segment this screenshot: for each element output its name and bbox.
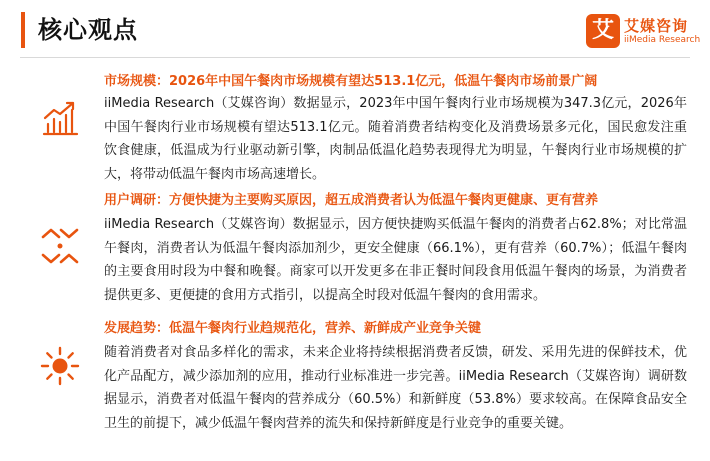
page-title: 核心观点 bbox=[38, 16, 138, 44]
header-divider bbox=[20, 57, 690, 58]
logo-name-en: iiMedia Research bbox=[624, 35, 701, 45]
brand-logo bbox=[586, 9, 706, 53]
logo-name-cn: 艾媒咨询 bbox=[624, 17, 689, 35]
title-accent-bar bbox=[21, 12, 25, 48]
section-heading: 市场规模：2026年中国午餐肉市场规模有望达513.1亿元，低温午餐肉市场前景广阔 bbox=[104, 74, 598, 89]
focus-target-icon bbox=[40, 226, 80, 266]
section-heading: 发展趋势：低温午餐肉行业趋规范化，营养、新鲜成产业竞争关键 bbox=[104, 321, 482, 336]
iimedia-logo-icon bbox=[586, 14, 620, 48]
section-body: 随着消费者对食品多样化的需求，未来企业将持续根据消费者反馈，研发、采用先进的保鲜技术，优化产品配方，减少添加剂的应用，推动行业标准进一步完善。iiMedia Research（艾媒咨询）调研数据显示，消费者对低温午餐肉的营养成分（60.5%）和新鲜度（53.8%）要求较高。在保障食品安全卫生的前提下，减少低温午餐肉营养的流失和保持新鲜度是行业竞争的重要关键。 bbox=[104, 345, 687, 431]
section-heading: 用户调研：方便快捷为主要购买原因，超五成消费者认为低温午餐肉更健康、更有营养 bbox=[104, 193, 599, 208]
sun-rays-icon bbox=[40, 346, 80, 386]
section-body: iiMedia Research（艾媒咨询）数据显示，2023年中国午餐肉行业市场规模为347.3亿元，2026年中国午餐肉行业市场规模有望达513.1亿元。随着消费者结构变化及消费场景多元化，国民愈发注重饮食健康，低温成为行业驱动新引擎，肉制品低温化趋势表现得尤为明显，午餐肉行业市场规模的扩大，将带动低温午餐肉市场高速增长。 bbox=[104, 96, 687, 182]
section-body: iiMedia Research（艾媒咨询）数据显示，因方便快捷购买低温午餐肉的消费者占62.8%；对比常温午餐肉，消费者认为低温午餐肉添加剂少，更安全健康（66.1%），更有营养（60.7%）；低温午餐肉的主要食用时段为中餐和晚餐。商家可以开发更多在非正餐时间段食用低温午餐肉的场景，为消费者提供更多、更便捷的食用方式指引，以提高全时段对低温午餐肉的食用需求。 bbox=[104, 217, 687, 303]
logo-glyph: 艾 bbox=[591, 18, 614, 43]
bar-chart-growth-icon bbox=[40, 98, 80, 138]
